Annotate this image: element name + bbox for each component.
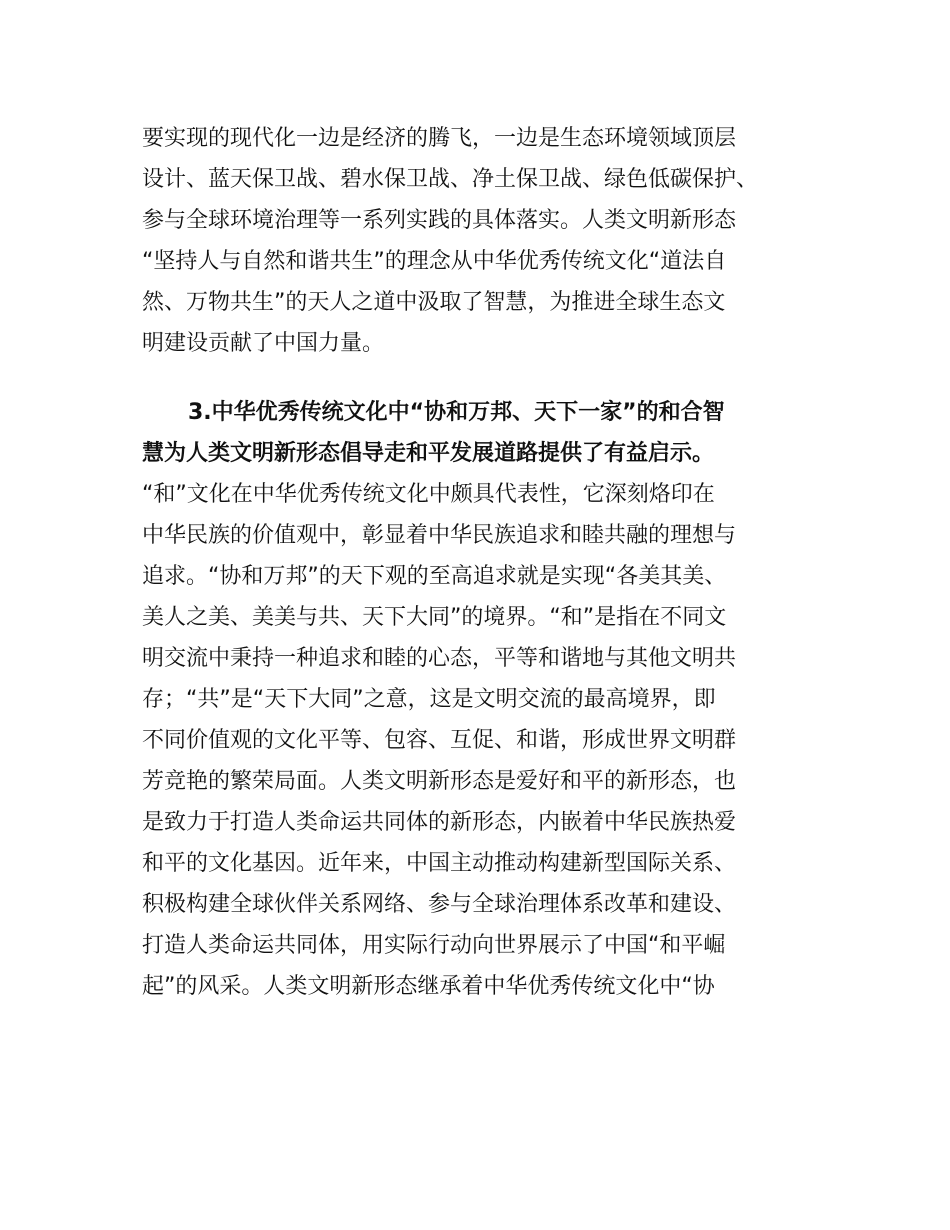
paragraph-1-line-2: 设计、蓝天保卫战、碧水保卫战、净土保卫战、绿色低碳保护、 [142, 167, 759, 192]
paragraph-2-line-13: 起”的风采。人类文明新形态继承着中华优秀传统文化中“协 [142, 974, 715, 999]
paragraph-2-line-9: 是致力于打造人类命运共同体的新形态，内嵌着中华民族热爱 [142, 810, 737, 835]
paragraph-2-line-5: 明交流中秉持一种追求和睦的心态，平等和谐地与其他文明共 [142, 646, 737, 671]
paragraph-2-line-1: “和”文化在中华优秀传统文化中颇具代表性，它深刻烙印在 [142, 482, 715, 507]
paragraph-2-line-6: 存；“共”是“天下大同”之意，这是文明交流的最高境界，即 [142, 687, 716, 712]
paragraph-2-line-8: 芳竞艳的繁荣局面。人类文明新形态是爱好和平的新形态，也 [142, 769, 737, 794]
paragraph-1-line-6: 明建设贡献了中国力量。 [142, 331, 385, 356]
paragraph-1-line-1: 要实现的现代化一边是经济的腾飞，一边是生态环境领域顶层 [142, 126, 737, 151]
paragraph-1-line-4: “坚持人与自然和谐共生”的理念从中华优秀传统文化“道法自 [142, 249, 727, 274]
paragraph-2-line-2: 中华民族的价值观中，彰显着中华民族追求和睦共融的理想与 [142, 523, 737, 548]
section-heading-line-2: 慧为人类文明新形态倡导走和平发展道路提供了有益启示。 [142, 441, 715, 466]
paragraph-1-line-3: 参与全球环境治理等一系列实践的具体落实。人类文明新形态 [142, 208, 737, 233]
section-heading-line-1: 3.中华优秀传统文化中“协和万邦、天下一家”的和合智 [188, 400, 725, 425]
paragraph-2-line-10: 和平的文化基因。近年来，中国主动推动构建新型国际关系、 [142, 851, 737, 876]
paragraph-2-line-3: 追求。“协和万邦”的天下观的至高追求就是实现“各美其美、 [142, 564, 727, 589]
paragraph-2-line-11: 积极构建全球伙伴关系网络、参与全球治理体系改革和建设、 [142, 892, 737, 917]
paragraph-2-line-7: 不同价值观的文化平等、包容、互促、和谐，形成世界文明群 [142, 728, 737, 753]
paragraph-2-line-12: 打造人类命运共同体，用实际行动向世界展示了中国“和平崛 [142, 933, 726, 958]
paragraph-1-line-5: 然、万物共生”的天人之道中汲取了智慧，为推进全球生态文 [142, 290, 726, 315]
paragraph-2-line-4: 美人之美、美美与共、天下大同”的境界。“和”是指在不同文 [142, 605, 727, 630]
